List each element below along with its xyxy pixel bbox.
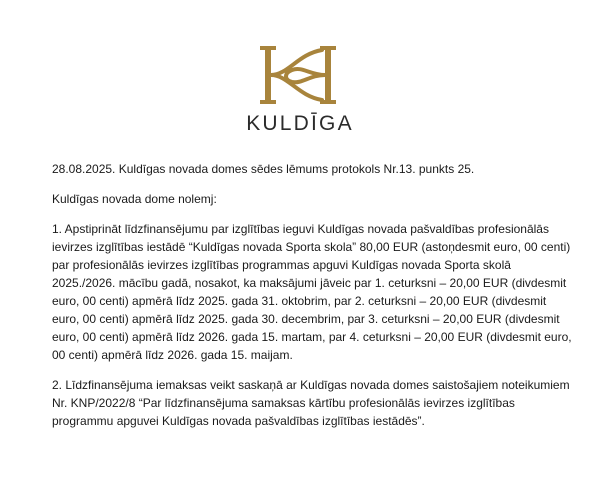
document-heading: 28.08.2025. Kuldīgas novada domes sēdes lēmums protokols Nr.13. punkts 25. bbox=[52, 162, 475, 176]
kuldiga-logo bbox=[0, 0, 600, 150]
document-intro: Kuldīgas novada dome nolemj: bbox=[52, 192, 217, 206]
decision-point-2: 2. Līdzfinansējuma iemaksas veikt saskaņā ar Kuldīgas novada domes saistošajiem noteikumiem Nr. KNP/2022/8 “Par līdzfinansējuma samaksas kārtību profesionālās ievirzes izglītības programmu apguvei Kuldīgas novada pašvaldības izglītības iestādēs”. bbox=[52, 378, 570, 428]
decision-document bbox=[52, 160, 572, 442]
kuldiga-emblem-icon bbox=[258, 44, 338, 106]
logo-wordmark: KULDĪGA bbox=[246, 112, 354, 135]
decision-point-1: 1. Apstiprināt līdzfinansējumu par izglītības ieguvi Kuldīgas novada pašvaldības profesionālās ievirzes izglītības iestādē “Kuldīgas novada Sporta skola” 80,00 EUR (astoņdesmit euro, 00 centi) par profesionālās ievirzes izglītības programmas apguvi Kuldīgas novada Sporta skolā 2025./2026. mācību gadā, nosakot, ka maksājumi jāveic par 1. ceturksni – 20,00 EUR (divdesmit euro, 00 centi) apmērā līdz 2025. gada 31. oktobrim, par 2. ceturksni – 20,00 EUR (divdesmit euro, 00 centi) apmērā līdz 2025. gada 30. decembrim, par 3. ceturksni – 20,00 EUR (divdesmit euro, 00 centi) apmērā līdz 2026. gada 15. martam, par 4. ceturksni – 20,00 EUR (divdesmit euro, 00 centi) apmērā līdz 2026. gada 15. maijam. bbox=[52, 222, 572, 362]
